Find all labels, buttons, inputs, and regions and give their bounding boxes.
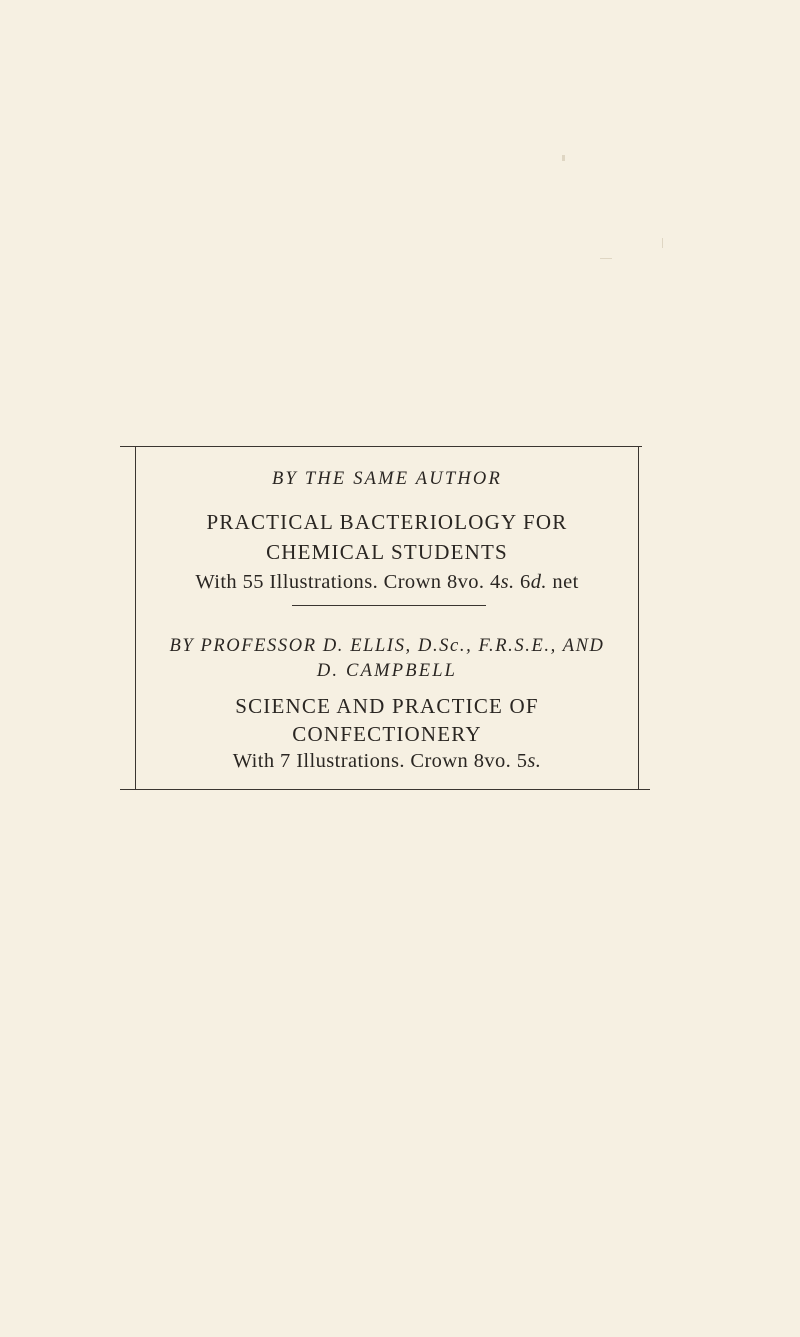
section2-details: [136, 750, 638, 773]
paper-mark: [562, 155, 565, 161]
section1-details-d: d.: [530, 571, 547, 593]
section1-details-pence: 6: [520, 571, 531, 593]
section2-title-line1: SCIENCE AND PRACTICE OF: [235, 694, 539, 718]
section1-title-line1: PRACTICAL BACTERIOLOGY FOR: [206, 510, 568, 534]
section2-details-s: s.: [527, 750, 542, 772]
section-divider-rule: [292, 605, 486, 606]
section1-details: [136, 571, 638, 594]
section1-details-s: s.: [500, 571, 515, 593]
section2-heading-line2: D. CAMPBELL: [316, 661, 458, 681]
section2-details-prefix: With 7 Illustrations. Crown 8vo. 5: [232, 750, 528, 772]
section2-title-line2: CONFECTIONERY: [292, 722, 482, 746]
section1-title-line2: CHEMICAL STUDENTS: [266, 540, 508, 564]
section2-heading-line1: BY PROFESSOR D. ELLIS, D.Sc., F.R.S.E., AND: [169, 636, 605, 656]
section1-details-suffix: net: [546, 571, 579, 593]
section1-details-prefix: With 55 Illustrations. Crown 8vo. 4: [195, 571, 501, 593]
section1-heading: BY THE SAME AUTHOR: [272, 469, 502, 489]
publisher-advertisement-box: [135, 447, 639, 790]
paper-mark: [662, 238, 663, 248]
paper-mark: [600, 258, 612, 259]
